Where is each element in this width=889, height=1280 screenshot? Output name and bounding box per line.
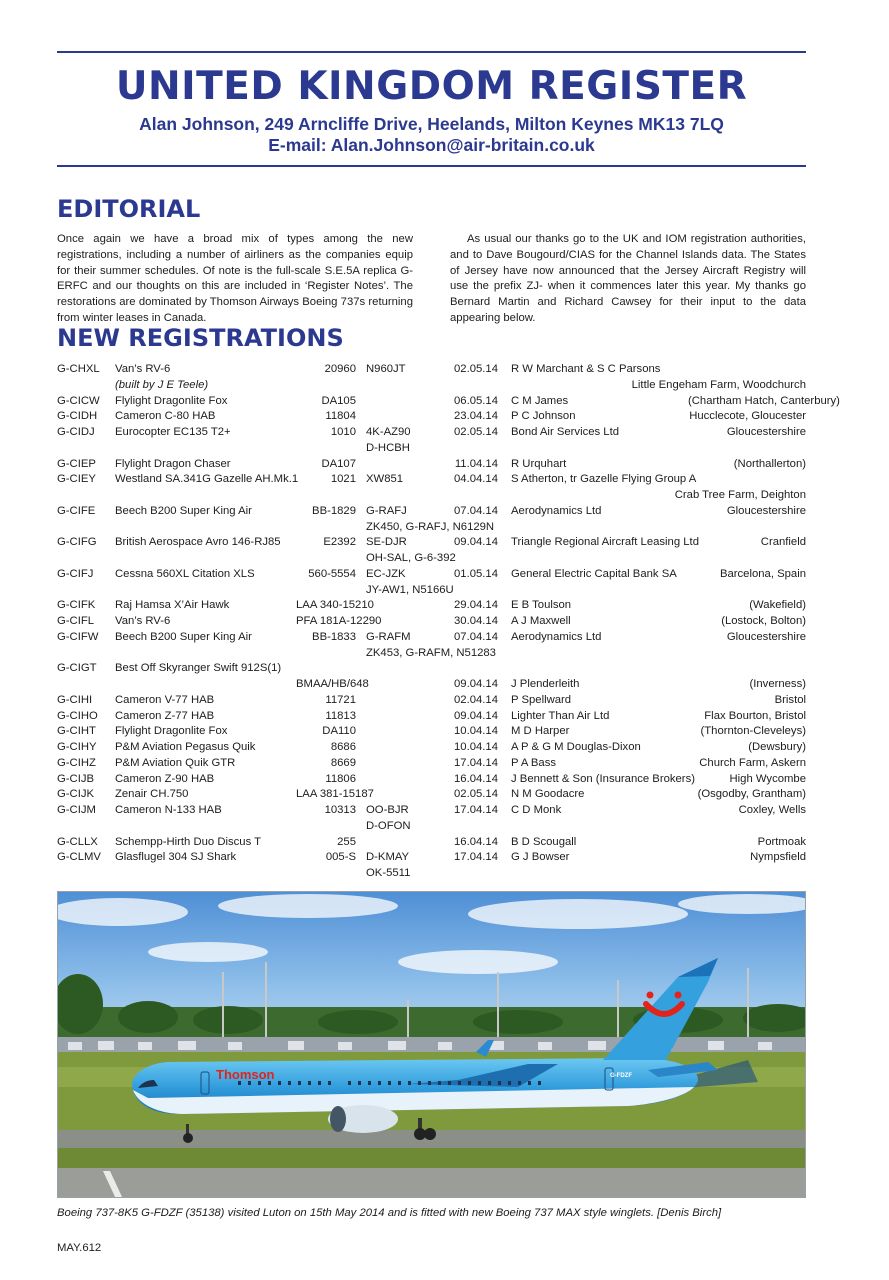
cell-type: Schempp-Hirth Duo Discus T [115, 835, 262, 848]
cell-type [115, 551, 296, 567]
cell-date: 09.04.14 [454, 709, 498, 722]
cell-prev [356, 693, 440, 709]
cell-reg: G-CICW [57, 394, 100, 407]
cell-type: Van’s RV-6 [115, 615, 171, 627]
cell-type: Van’s RV-6 [115, 363, 171, 375]
cell-type [115, 677, 296, 693]
cell-owner: E B Toulson [511, 599, 572, 612]
page-number: MAY.612 [57, 1242, 102, 1254]
cell-prev [356, 378, 440, 394]
editor-address: Alan Johnson, 249 Arncliffe Drive, Heelands, Milton Keynes MK13 7LQ [139, 114, 724, 134]
cell-prev: D-HCBH [366, 441, 410, 454]
cell-date [440, 488, 498, 504]
cell-type [115, 646, 296, 662]
cell-reg [57, 488, 115, 504]
cell-reg [57, 866, 115, 882]
cell-owner: S Atherton, tr Gazelle Flying Group A [511, 473, 697, 486]
cell-reg: G-CIHY [57, 741, 97, 753]
cell-date: 01.05.14 [454, 567, 498, 580]
cell-reg [57, 583, 115, 599]
cell-reg: G-CIDJ [57, 426, 95, 438]
table-row [57, 646, 806, 662]
cell-loc [688, 362, 806, 378]
cell-type: Cameron Z-77 HAB [115, 709, 215, 722]
cell-cn: 005-S [325, 851, 356, 864]
table-row [57, 772, 806, 788]
cell-loc [688, 441, 806, 457]
cell-cn: 11721 [325, 693, 356, 706]
editorial-paragraph-1: Once again we have a broad mix of types among the new registrations, including a number of airliners as the companies equip for their summer schedules. Of note is the full-scale S.E.5A replica G-ERFC and our thoughts on this are included in ‘Register Notes’. The restorations are dominated by Thomson Airways Boeing 737s returning from winter leases in Canada. [57, 233, 413, 324]
cell-cn: 8686 [330, 741, 356, 753]
table-row [57, 866, 806, 882]
table-row [57, 630, 806, 646]
cell-date: 02.04.14 [454, 693, 498, 706]
registrations-body [57, 362, 840, 882]
cell-prev: OH-SAL, G-6-392 [366, 552, 456, 564]
cell-type: Flylight Dragonlite Fox [115, 394, 228, 407]
cell-cn: 11804 [325, 410, 356, 423]
cell-type: P&M Aviation Pegasus Quik [115, 741, 256, 753]
cell-loc: Barcelona, Spain [719, 567, 806, 580]
cell-owner: A J Maxwell [511, 615, 571, 627]
cell-date: 06.05.14 [454, 394, 498, 407]
cell-owner [498, 661, 688, 677]
cell-reg: G-CIFJ [57, 567, 94, 580]
table-row [57, 803, 806, 819]
cell-owner: General Electric Capital Bank SA [511, 567, 677, 580]
cell-prev [356, 394, 440, 410]
cell-owner: Aerodynamics Ltd [511, 630, 602, 643]
cell-date [440, 441, 498, 457]
table-row [57, 567, 806, 583]
tail-registration: G-FDZF [610, 1073, 632, 1079]
cell-reg [57, 551, 115, 567]
cell-owner: P Spellward [511, 693, 572, 706]
cell-prev [356, 661, 440, 677]
cell-type: (built by J E Teele) [115, 378, 209, 391]
cell-prev: JY-AW1, N5166U [366, 583, 454, 596]
cell-loc: Portmoak [757, 835, 806, 848]
cell-cn: LAA 381-15187 [296, 788, 374, 801]
table-row [57, 787, 806, 803]
cell-loc: Bristol [774, 693, 806, 706]
cell-loc: Gloucestershire [726, 630, 806, 643]
cell-type: Eurocopter EC135 T2+ [115, 426, 231, 438]
table-row [57, 504, 806, 520]
cell-loc: (Dewsbury) [748, 741, 806, 753]
cell-prev [356, 409, 440, 425]
cell-loc: High Wycombe [729, 772, 806, 785]
cell-loc: (Northallerton) [733, 457, 806, 470]
cell-cn: 10313 [324, 804, 356, 816]
table-row [57, 362, 806, 378]
cell-cn [296, 520, 356, 536]
cell-date: 16.04.14 [454, 835, 498, 848]
cell-type [115, 819, 296, 835]
cell-reg: G-CIHO [57, 709, 98, 722]
cell-date: 16.04.14 [454, 772, 498, 785]
cell-date: 04.04.14 [454, 473, 498, 486]
cell-prev [356, 756, 440, 772]
cell-cn [296, 819, 356, 835]
table-row [57, 677, 806, 693]
cell-type: Raj Hamsa X’Air Hawk [115, 599, 230, 612]
cell-loc [688, 472, 806, 488]
table-row [57, 441, 806, 457]
cell-owner: Triangle Regional Aircraft Leasing Ltd [511, 536, 699, 549]
cell-reg [57, 520, 115, 536]
cell-loc: (Chartham Hatch, Canterbury) [688, 394, 840, 407]
cell-reg: G-CIFL [57, 615, 95, 627]
cell-date [440, 661, 498, 677]
table-row [57, 520, 806, 536]
top-rule [57, 51, 806, 53]
cell-type: Glasflugel 304 SJ Shark [115, 851, 237, 864]
cell-reg: G-CIJB [57, 772, 95, 785]
cell-prev: G-RAFJ [366, 504, 407, 517]
cell-prev: OK-5511 [366, 867, 411, 879]
cell-date: 02.05.14 [454, 363, 498, 375]
cell-reg: G-CIJM [57, 804, 96, 816]
cell-prev: D-OFON [366, 819, 411, 832]
cell-cn [296, 378, 356, 394]
cell-prev [356, 488, 440, 504]
cell-owner: J Bennett & Son (Insurance Brokers) [511, 772, 695, 785]
cell-date [440, 819, 498, 835]
cell-date: 10.04.14 [454, 741, 498, 753]
table-row [57, 740, 806, 756]
cell-loc: Coxley, Wells [738, 804, 806, 816]
table-row [57, 425, 806, 441]
cell-cn: 8669 [330, 756, 356, 769]
cell-type: Flylight Dragonlite Fox [115, 725, 228, 738]
table-row [57, 614, 806, 630]
cell-reg: G-CIDH [57, 410, 98, 423]
cell-prev: ZK450, G-RAFJ, N6129N [366, 520, 495, 533]
cell-type [115, 866, 296, 882]
cell-prev [356, 724, 440, 740]
table-row [57, 457, 806, 473]
editor-email: E-mail: Alan.Johnson@air-britain.co.uk [268, 135, 595, 155]
cell-loc [688, 661, 806, 677]
cell-type: Cameron Z-90 HAB [115, 772, 215, 785]
cell-cn: E2392 [323, 536, 356, 549]
cell-loc [688, 646, 806, 662]
cell-loc: (Inverness) [749, 678, 806, 690]
cell-cn: DA105 [321, 394, 356, 407]
cell-date: 07.04.14 [454, 630, 498, 643]
editorial-paragraph-2: As usual our thanks go to the UK and IOM registration authorities, and to Dave Bougourd/CIAS for the Channel Islands data. The States of Jersey have now announced that the Jersey Aircraft Registry will use the prefix ZJ- when it commences later this year. My thanks go Bernard Martin and Richard Cawsey for their input to the data appearing below. [450, 233, 806, 324]
cell-date: 30.04.14 [454, 615, 498, 627]
cell-cn [296, 488, 356, 504]
table-row [57, 835, 806, 851]
cell-type [115, 520, 296, 536]
cell-loc: Church Farm, Askern [699, 756, 806, 769]
cell-date: 29.04.14 [454, 599, 498, 612]
cell-type: Best Off Skyranger Swift 912S(1) [115, 662, 282, 675]
cell-date: 11.04.14 [454, 457, 498, 470]
table-row [57, 583, 806, 599]
table-row [57, 850, 806, 866]
cell-loc: Cranfield [760, 536, 806, 549]
aircraft-photo-art [58, 892, 806, 1198]
cell-loc [688, 551, 806, 567]
cell-date: 23.04.14 [454, 410, 498, 423]
new-registrations-heading: NEW REGISTRATIONS [57, 324, 344, 352]
table-row [57, 409, 806, 425]
cell-reg: G-CLLX [57, 835, 98, 848]
cell-reg: G-CLMV [57, 851, 101, 864]
cell-reg: G-CIEY [57, 473, 96, 486]
cell-owner: G J Bowser [511, 851, 570, 864]
editorial-heading: EDITORIAL [57, 195, 201, 223]
cell-loc [688, 520, 806, 536]
cell-reg: G-CIJK [57, 788, 95, 801]
cell-prev: ZK453, G-RAFM, N51283 [366, 646, 496, 659]
cell-type: Beech B200 Super King Air [115, 504, 252, 517]
cell-type [115, 488, 296, 504]
table-row [57, 378, 806, 394]
cell-owner [498, 866, 688, 882]
table-row [57, 535, 806, 551]
cell-loc: Nympsfield [750, 851, 806, 864]
cell-date [440, 378, 498, 394]
cell-type: Beech B200 Super King Air [115, 630, 252, 643]
cell-type [115, 583, 296, 599]
cell-cn [296, 661, 356, 677]
cell-prev: SE-DJR [366, 536, 407, 549]
photo-caption: Boeing 737-8K5 G-FDZF (35138) visited Luton on 15th May 2014 and is fitted with new Boeing 737 MAX style winglets. [Denis Birch] [57, 1207, 722, 1219]
table-row [57, 551, 806, 567]
cell-prev [356, 457, 440, 473]
cell-date: 09.04.14 [454, 536, 498, 549]
cell-reg [57, 819, 115, 835]
cell-owner: Bond Air Services Ltd [511, 426, 620, 438]
cell-type: Flylight Dragon Chaser [115, 457, 231, 470]
cell-date: 17.04.14 [454, 756, 498, 769]
cell-cn [296, 866, 356, 882]
table-row [57, 693, 806, 709]
cell-prev: XW851 [366, 473, 404, 486]
cell-cn: 255 [337, 835, 356, 848]
cell-reg [57, 441, 115, 457]
livery-text: Thomson [216, 1067, 275, 1082]
header-bottom-rule [57, 165, 806, 167]
cell-loc: Gloucestershire [726, 426, 806, 438]
cell-reg: G-CIEP [57, 457, 96, 470]
cell-cn [296, 551, 356, 567]
cell-type: P&M Aviation Quik GTR [115, 756, 236, 769]
cell-cn: 11813 [325, 709, 356, 722]
cell-loc: (Thornton-Cleveleys) [700, 725, 806, 738]
cell-reg [57, 677, 115, 693]
cell-date: 07.04.14 [454, 504, 498, 517]
cell-prev: 4K-AZ90 [366, 426, 411, 438]
cell-reg: G-CIHZ [57, 756, 96, 769]
cell-owner [498, 819, 688, 835]
cell-prev [356, 740, 440, 756]
cell-owner: C D Monk [511, 804, 562, 816]
cell-prev: D-KMAY [366, 851, 410, 864]
cell-type: Westland SA.341G Gazelle AH.Mk.1 [115, 473, 299, 486]
cell-loc [688, 866, 806, 882]
cell-cn: 11806 [325, 772, 356, 785]
cell-type: Cameron N-133 HAB [115, 804, 222, 816]
cell-cn: BB-1833 [312, 630, 356, 643]
cell-loc: Flax Bourton, Bristol [704, 709, 806, 722]
cell-reg: G-CIFG [57, 536, 97, 549]
cell-date: 10.04.14 [454, 725, 498, 738]
cell-owner: Aerodynamics Ltd [511, 504, 602, 517]
cell-type [115, 441, 296, 457]
aircraft-photo [57, 891, 806, 1198]
cell-reg: G-CIGT [57, 662, 97, 675]
cell-loc: Hucclecote, Gloucester [689, 410, 806, 423]
cell-loc [688, 583, 806, 599]
cell-owner [498, 441, 688, 457]
cell-cn [296, 583, 356, 599]
cell-owner: P C Johnson [511, 410, 576, 423]
cell-type: Cessna 560XL Citation XLS [115, 567, 255, 580]
cell-reg: G-CIFE [57, 504, 96, 517]
table-row [57, 756, 806, 772]
table-row [57, 709, 806, 725]
cell-date: 17.04.14 [454, 851, 498, 864]
cell-loc: Gloucestershire [726, 504, 806, 517]
cell-cn: DA110 [322, 725, 356, 738]
cell-owner: A P & G M Douglas-Dixon [511, 741, 641, 753]
table-row [57, 724, 806, 740]
cell-loc: Little Engeham Farm, Woodchurch [631, 378, 806, 391]
cell-reg: G-CIHI [57, 693, 93, 706]
cell-cn: LAA 340-15210 [296, 599, 374, 612]
cell-date: 09.04.14 [454, 678, 498, 690]
table-row [57, 488, 806, 504]
table-row [57, 598, 806, 614]
cell-owner: R Urquhart [511, 457, 567, 470]
table-row [57, 394, 806, 410]
cell-date: 02.05.14 [454, 426, 498, 438]
cell-cn [296, 441, 356, 457]
table-row [57, 819, 806, 835]
cell-reg: G-CIFW [57, 630, 99, 643]
cell-type: Cameron C-80 HAB [115, 410, 216, 423]
cell-prev [356, 772, 440, 788]
cell-prev [356, 709, 440, 725]
cell-owner: P A Bass [511, 756, 557, 769]
cell-date: 02.05.14 [454, 788, 498, 801]
cell-cn: 1010 [330, 426, 356, 438]
cell-owner: J Plenderleith [511, 678, 580, 690]
cell-reg: G-CIFK [57, 599, 96, 612]
cell-prev: N960JT [366, 363, 406, 375]
cell-date [440, 866, 498, 882]
cell-prev [356, 835, 440, 851]
cell-reg [57, 646, 115, 662]
cell-loc: (Wakefield) [749, 599, 806, 612]
table-row [57, 472, 806, 488]
page-title: UNITED KINGDOM REGISTER [115, 64, 748, 109]
cell-type: British Aerospace Avro 146-RJ85 [115, 536, 281, 549]
cell-loc: Crab Tree Farm, Deighton [674, 489, 806, 501]
cell-prev: OO-BJR [366, 804, 409, 816]
cell-owner: M D Harper [511, 725, 570, 738]
cell-cn: BMAA/HB/648 [296, 678, 369, 690]
cell-cn [296, 646, 356, 662]
cell-owner: B D Scougall [511, 835, 577, 848]
cell-reg: G-CIHT [57, 725, 96, 738]
cell-type: Zenair CH.750 [115, 788, 189, 801]
cell-date: 17.04.14 [454, 804, 498, 816]
cell-cn: DA107 [321, 457, 356, 470]
registrations-table [57, 362, 840, 882]
cell-cn: BB-1829 [312, 504, 356, 517]
cell-type: Cameron V-77 HAB [115, 693, 215, 706]
cell-prev: G-RAFM [366, 630, 411, 643]
cell-owner: R W Marchant & S C Parsons [511, 363, 661, 375]
cell-loc [688, 819, 806, 835]
cell-cn: 20960 [324, 363, 356, 375]
table-row [57, 661, 806, 677]
cell-cn: PFA 181A-12290 [296, 615, 382, 627]
cell-owner: Lighter Than Air Ltd [511, 709, 610, 722]
cell-loc: (Lostock, Bolton) [721, 615, 806, 627]
cell-cn: 1021 [330, 473, 356, 486]
cell-prev: EC-JZK [366, 567, 406, 580]
cell-owner: C M James [511, 394, 569, 407]
cell-reg: G-CHXL [57, 363, 100, 375]
cell-reg [57, 378, 115, 394]
cell-loc: (Osgodby, Grantham) [697, 788, 806, 801]
cell-owner: N M Goodacre [511, 788, 585, 801]
cell-cn: 560-5554 [308, 567, 356, 580]
